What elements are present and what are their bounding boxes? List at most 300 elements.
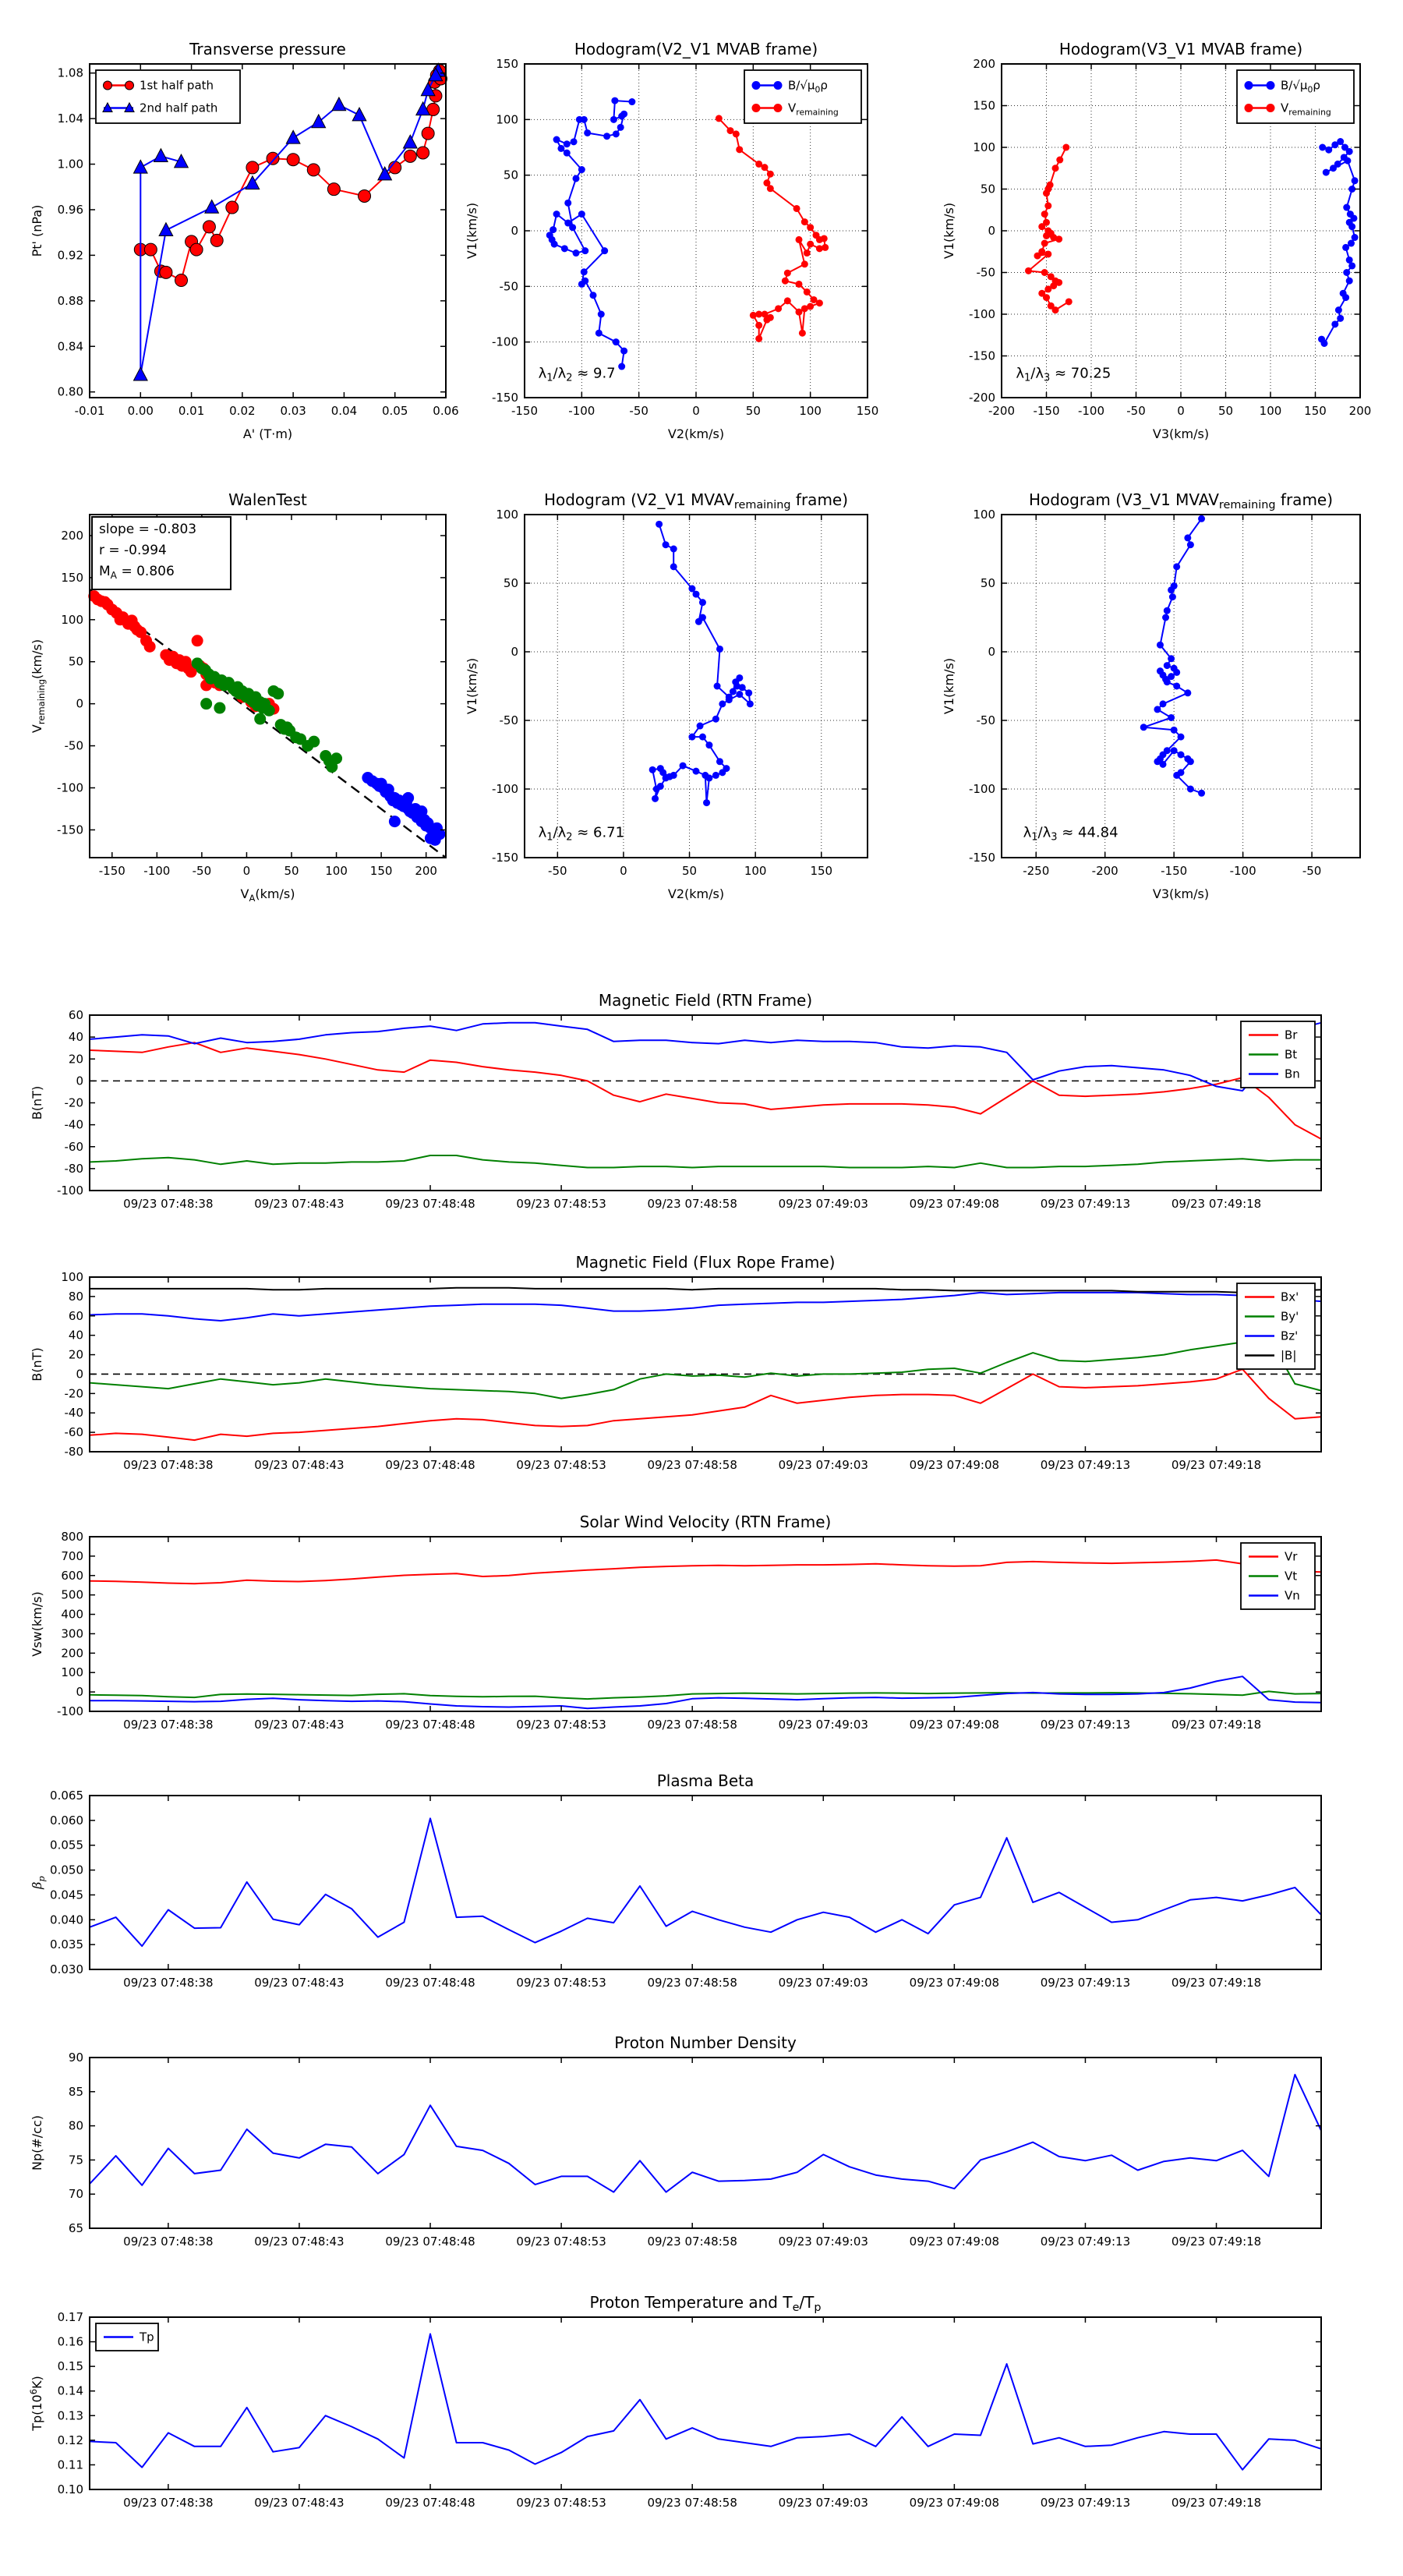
panel-hodogram-v3v1-mvab: [942, 40, 1371, 441]
marker-dot: [1168, 586, 1175, 593]
marker-circle: [210, 234, 223, 246]
marker-dot: [1267, 104, 1275, 112]
panel-title: WalenTest: [228, 490, 307, 509]
marker-dot: [745, 689, 752, 696]
marker-dot: [774, 81, 783, 90]
y-tick-label: 70: [68, 2187, 83, 2202]
x-tick-label: 150: [810, 864, 833, 878]
y-tick-label: 150: [973, 98, 995, 113]
y-tick-label: -60: [64, 1425, 83, 1440]
legend-label: $V_{remaining}$: [788, 101, 839, 118]
x-tick-label: 09/23 07:49:18: [1171, 1197, 1262, 1211]
marker-dot: [796, 281, 803, 288]
x-tick-label: 09/23 07:48:43: [254, 1458, 345, 1472]
x-tick-label: 09/23 07:49:03: [778, 1197, 868, 1211]
y-tick-label: -150: [968, 349, 995, 363]
y-tick-label: 0.050: [50, 1863, 83, 1877]
marker-dot: [726, 696, 733, 703]
x-tick-label: 09/23 07:48:58: [647, 1458, 737, 1472]
plot-area: [90, 2317, 1321, 2489]
y-tick-label: -200: [968, 391, 995, 405]
marker-dot: [807, 224, 814, 231]
y-tick-label: 0.12: [57, 2433, 83, 2447]
marker-dot: [1343, 269, 1350, 276]
x-tick-label: 09/23 07:48:58: [647, 2235, 737, 2249]
y-tick-label: 65: [68, 2221, 83, 2235]
marker-dot: [595, 330, 603, 337]
marker-dot: [1043, 294, 1050, 301]
marker-dot: [1343, 204, 1350, 211]
marker-dot: [1342, 294, 1349, 301]
marker-dot: [1052, 306, 1059, 313]
marker-dot: [214, 702, 225, 714]
panel-title: Hodogram (V3_V1 $MVAV_{remaining}$ frame): [1028, 490, 1334, 511]
marker-dot: [561, 245, 568, 252]
marker-dot: [1346, 278, 1353, 285]
y-tick-label: 50: [503, 168, 518, 182]
marker-dot: [714, 683, 721, 690]
marker-dot: [272, 688, 284, 699]
panel-title: Magnetic Field (Flux Rope Frame): [575, 1253, 836, 1272]
y-tick-label: -80: [64, 1161, 83, 1176]
x-tick-label: 09/23 07:49:08: [909, 2496, 1000, 2510]
marker-circle: [287, 154, 299, 166]
y-tick-label: -50: [976, 265, 995, 280]
marker-dot: [551, 241, 558, 248]
panel-title: Hodogram(V2_V1 MVAB frame): [574, 40, 818, 58]
legend-label: Vt: [1285, 1569, 1298, 1583]
legend-label: Vr: [1285, 1549, 1298, 1564]
marker-dot: [628, 98, 635, 105]
marker-dot: [1187, 758, 1194, 765]
y-axis-label: B(nT): [30, 1347, 44, 1382]
y-tick-label: 700: [61, 1548, 83, 1563]
marker-dot: [699, 614, 706, 621]
marker-dot: [557, 145, 564, 152]
x-tick-label: 200: [1348, 404, 1372, 418]
x-tick-label: 100: [744, 864, 767, 878]
marker-dot: [1337, 315, 1344, 322]
marker-dot: [584, 129, 591, 136]
legend-label: |B|: [1281, 1348, 1297, 1363]
y-tick-label: 80: [68, 2118, 83, 2133]
marker-dot: [736, 691, 743, 698]
panel-hodogram-v2v1-mvav: [465, 490, 868, 901]
marker-circle: [226, 201, 239, 214]
marker-circle: [417, 147, 429, 159]
plot-area: [525, 515, 868, 858]
marker-dot: [1164, 678, 1171, 685]
marker-dot: [663, 774, 670, 781]
marker-circle: [203, 221, 215, 233]
y-axis-label: $Tp(10^6K)$: [28, 2376, 44, 2431]
marker-dot: [680, 763, 687, 770]
marker-dot: [590, 292, 597, 299]
marker-dot: [816, 245, 823, 252]
marker-dot: [415, 805, 427, 817]
marker-dot: [656, 521, 663, 528]
panel-title: Proton Number Density: [614, 2033, 797, 2052]
marker-dot: [762, 164, 769, 171]
marker-circle: [175, 274, 188, 287]
x-tick-label: 09/23 07:48:48: [385, 2235, 475, 2249]
y-tick-label: 50: [68, 654, 83, 669]
marker-dot: [1178, 752, 1185, 759]
marker-dot: [1168, 714, 1175, 721]
x-axis-label: A' (T·m): [242, 426, 293, 441]
plot-area: [1002, 515, 1360, 858]
y-tick-label: 50: [980, 182, 995, 196]
marker-dot: [699, 599, 706, 606]
marker-circle: [104, 81, 112, 90]
marker-dot: [1325, 147, 1332, 154]
x-tick-label: 09/23 07:48:53: [516, 2235, 606, 2249]
y-tick-label: 0.055: [50, 1838, 83, 1852]
x-tick-label: 09/23 07:48:58: [647, 1718, 737, 1732]
panel-magnetic-field-rtn: [30, 991, 1321, 1211]
marker-dot: [1043, 189, 1050, 196]
marker-dot: [697, 723, 704, 730]
y-tick-label: 100: [973, 508, 995, 522]
x-tick-label: 0.04: [330, 404, 358, 418]
y-tick-label: 300: [61, 1626, 83, 1641]
y-axis-label: $V_{remaining}(km/s)$: [30, 639, 47, 734]
x-tick-label: 0.03: [280, 404, 306, 418]
x-tick-label: 09/23 07:49:13: [1040, 1458, 1131, 1472]
panel-title: Magnetic Field (RTN Frame): [598, 991, 813, 1010]
marker-circle: [160, 266, 172, 278]
y-tick-label: -150: [491, 851, 518, 865]
x-tick-label: 09/23 07:48:53: [516, 2496, 606, 2510]
y-tick-label: -50: [499, 713, 518, 727]
y-tick-label: 75: [68, 2153, 83, 2167]
y-tick-label: 85: [68, 2084, 83, 2099]
y-tick-label: 80: [68, 1289, 83, 1304]
marker-dot: [1157, 642, 1164, 649]
marker-dot: [821, 235, 828, 242]
plot-area: [90, 1277, 1321, 1452]
legend-label: 2nd half path: [140, 101, 218, 115]
marker-dot: [736, 146, 743, 153]
marker-dot: [796, 309, 803, 316]
marker-dot: [1245, 104, 1253, 112]
marker-dot: [767, 171, 774, 178]
marker-dot: [1044, 202, 1051, 209]
y-tick-label: 0.16: [57, 2334, 83, 2349]
marker-dot: [1346, 148, 1353, 155]
legend-label: Vn: [1285, 1588, 1300, 1603]
x-tick-label: 09/23 07:49:13: [1040, 1197, 1131, 1211]
x-tick-label: 09/23 07:48:48: [385, 1197, 475, 1211]
x-tick-label: 09/23 07:49:18: [1171, 1718, 1262, 1732]
x-tick-label: 0.00: [127, 404, 154, 418]
marker-dot: [1173, 772, 1180, 779]
panel-title: Plasma Beta: [656, 1771, 755, 1790]
marker-dot: [1342, 244, 1349, 251]
x-tick-label: 150: [369, 864, 393, 878]
marker-dot: [581, 247, 588, 254]
marker-dot: [573, 175, 580, 182]
marker-dot: [1169, 593, 1176, 600]
marker-dot: [804, 288, 811, 295]
marker-dot: [564, 150, 571, 157]
marker-dot: [1318, 336, 1325, 343]
marker-dot: [693, 591, 700, 598]
y-tick-label: 50: [980, 576, 995, 590]
marker-dot: [1267, 81, 1275, 90]
x-tick-label: -150: [1033, 404, 1060, 418]
x-tick-label: 09/23 07:48:53: [516, 1976, 606, 1990]
marker-circle: [404, 150, 416, 162]
y-tick-label: -20: [64, 1095, 83, 1110]
marker-dot: [1041, 269, 1048, 276]
marker-dot: [688, 734, 695, 741]
legend: [96, 2323, 158, 2351]
marker-dot: [581, 116, 588, 123]
x-tick-label: -50: [548, 864, 567, 878]
marker-dot: [617, 124, 624, 131]
marker-dot: [703, 799, 710, 806]
x-tick-label: -0.01: [74, 404, 105, 418]
panel-plasma-beta: [30, 1771, 1321, 1990]
marker-dot: [610, 116, 617, 123]
y-tick-label: 1.00: [57, 157, 83, 172]
panel-magnetic-field-flux-rope: [30, 1253, 1321, 1472]
x-tick-label: 09/23 07:49:08: [909, 2235, 1000, 2249]
panel-hodogram-v3v1-mvav: [942, 490, 1360, 901]
x-tick-label: 09/23 07:49:03: [778, 2496, 868, 2510]
marker-dot: [603, 133, 610, 140]
x-tick-label: 09/23 07:49:18: [1171, 2496, 1262, 2510]
marker-dot: [1044, 250, 1051, 257]
marker-dot: [564, 140, 571, 147]
marker-dot: [254, 713, 266, 725]
y-tick-label: -100: [56, 1704, 83, 1718]
marker-dot: [1337, 138, 1344, 145]
y-tick-label: 500: [61, 1587, 83, 1602]
stats-line: slope = -0.803: [99, 522, 197, 537]
y-tick-label: 0: [511, 645, 518, 659]
marker-dot: [1352, 177, 1359, 184]
y-tick-label: 0.13: [57, 2408, 83, 2423]
marker-dot: [801, 260, 808, 267]
y-tick-label: 0.88: [57, 293, 83, 308]
y-tick-label: 0.10: [57, 2482, 83, 2496]
y-tick-label: -150: [968, 851, 995, 865]
y-axis-label: Np(#/cc): [30, 2115, 44, 2171]
marker-dot: [1348, 223, 1355, 230]
x-tick-label: -200: [988, 404, 1016, 418]
marker-dot: [601, 247, 608, 254]
x-tick-label: 09/23 07:49:13: [1040, 2496, 1131, 2510]
panel-proton-temperature: [28, 2293, 1321, 2510]
marker-dot: [1025, 267, 1032, 274]
legend-label: Br: [1285, 1028, 1298, 1042]
y-tick-label: -100: [491, 782, 518, 796]
marker-dot: [796, 236, 803, 243]
marker-dot: [1198, 790, 1205, 797]
x-tick-label: 100: [799, 404, 822, 418]
y-tick-label: 100: [61, 612, 83, 627]
x-tick-label: -100: [1229, 864, 1256, 878]
y-tick-label: 0.065: [50, 1789, 83, 1803]
marker-dot: [716, 115, 723, 122]
x-tick-label: 09/23 07:48:48: [385, 1458, 475, 1472]
x-tick-label: 09/23 07:49:03: [778, 1458, 868, 1472]
marker-dot: [739, 684, 746, 691]
x-tick-label: 09/23 07:48:58: [647, 2496, 737, 2510]
legend-label: Bn: [1285, 1067, 1300, 1081]
marker-circle: [125, 81, 134, 90]
marker-dot: [799, 330, 806, 337]
panel-title: Proton Temperature and $T_e/T_p$: [589, 2293, 822, 2314]
marker-dot: [573, 249, 580, 257]
y-tick-label: 50: [503, 576, 518, 590]
y-tick-label: 0.14: [57, 2383, 83, 2398]
x-axis-label: V2(km/s): [667, 886, 725, 901]
marker-dot: [1323, 169, 1330, 176]
marker-dot: [719, 769, 726, 776]
y-tick-label: -80: [64, 1445, 83, 1459]
marker-dot: [1056, 157, 1063, 164]
x-tick-label: 09/23 07:49:03: [778, 2235, 868, 2249]
y-tick-label: 0.15: [57, 2359, 83, 2374]
x-tick-label: 150: [1304, 404, 1327, 418]
x-tick-label: 09/23 07:49:08: [909, 1718, 1000, 1732]
x-tick-label: 200: [415, 864, 437, 878]
marker-dot: [1160, 700, 1167, 707]
x-tick-label: 09/23 07:48:58: [647, 1976, 737, 1990]
y-axis-label: B(nT): [30, 1085, 44, 1120]
x-tick-label: 09/23 07:48:38: [123, 2496, 214, 2510]
x-tick-label: 09/23 07:48:43: [254, 1718, 345, 1732]
y-tick-label: 0.035: [50, 1937, 83, 1952]
marker-circle: [267, 152, 279, 165]
y-tick-label: 200: [973, 57, 995, 71]
marker-dot: [553, 136, 560, 143]
marker-dot: [755, 335, 762, 342]
x-tick-label: 50: [681, 864, 698, 878]
y-tick-label: -50: [499, 279, 518, 294]
panel-title: Transverse pressure: [189, 40, 346, 58]
annotation-lambda: $\lambda_1/\lambda_3 \approx 44.84$: [1023, 824, 1119, 844]
x-tick-label: 09/23 07:48:43: [254, 1197, 345, 1211]
x-axis-label: V3(km/s): [1152, 426, 1210, 441]
y-tick-label: 40: [68, 1030, 83, 1045]
x-tick-label: 09/23 07:48:38: [123, 1458, 214, 1472]
panel-transverse-pressure: [30, 40, 459, 441]
marker-dot: [716, 758, 723, 765]
x-tick-label: 09/23 07:48:53: [516, 1197, 606, 1211]
x-tick-label: 0.02: [229, 404, 256, 418]
y-tick-label: 0: [76, 1367, 83, 1382]
marker-dot: [816, 299, 823, 306]
y-axis-label: V1(km/s): [942, 657, 956, 715]
y-tick-label: -100: [56, 780, 83, 795]
x-tick-label: 09/23 07:48:48: [385, 1718, 475, 1732]
marker-dot: [1041, 240, 1048, 247]
y-tick-label: -150: [56, 823, 83, 837]
marker-dot: [200, 698, 212, 709]
legend: [1237, 70, 1354, 123]
y-tick-label: 0: [76, 1074, 83, 1088]
marker-dot: [1171, 747, 1178, 754]
x-tick-label: 0.06: [433, 404, 459, 418]
y-tick-label: 0: [76, 1685, 83, 1700]
marker-dot: [752, 81, 761, 90]
marker-dot: [1062, 144, 1069, 151]
legend: [96, 70, 240, 123]
marker-dot: [1184, 689, 1191, 696]
y-tick-label: 20: [68, 1052, 83, 1067]
x-tick-label: 0.01: [178, 404, 205, 418]
y-tick-label: 60: [68, 1008, 83, 1022]
y-tick-label: 150: [61, 570, 83, 585]
marker-dot: [578, 166, 585, 173]
y-axis-label: Vsw(km/s): [30, 1591, 44, 1657]
stats-line: $M_A = 0.806$: [99, 564, 175, 581]
y-tick-label: -20: [64, 1386, 83, 1401]
y-tick-label: 100: [61, 1270, 83, 1284]
marker-dot: [1140, 724, 1147, 731]
marker-dot: [652, 795, 659, 802]
marker-dot: [752, 104, 761, 112]
marker-dot: [1164, 607, 1171, 614]
marker-dot: [1154, 706, 1161, 713]
x-tick-label: 09/23 07:49:08: [909, 1197, 1000, 1211]
marker-dot: [1198, 515, 1205, 522]
legend-label: Bz': [1281, 1329, 1299, 1343]
marker-dot: [389, 816, 401, 827]
y-tick-label: 60: [68, 1308, 83, 1323]
x-tick-label: 09/23 07:49:03: [778, 1718, 868, 1732]
marker-circle: [246, 161, 259, 174]
x-tick-label: -150: [511, 404, 539, 418]
x-tick-label: 50: [1217, 404, 1234, 418]
marker-dot: [1066, 298, 1073, 305]
x-tick-label: 09/23 07:48:43: [254, 2235, 345, 2249]
marker-dot: [670, 563, 677, 570]
legend: [1241, 1543, 1315, 1609]
marker-circle: [307, 164, 320, 176]
x-tick-label: 09/23 07:49:18: [1171, 1458, 1262, 1472]
marker-dot: [747, 700, 754, 707]
marker-dot: [750, 312, 757, 319]
x-tick-label: 09/23 07:49:13: [1040, 1718, 1131, 1732]
marker-dot: [1331, 320, 1338, 327]
marker-dot: [712, 772, 719, 779]
y-tick-label: 0: [511, 224, 518, 238]
marker-dot: [613, 338, 620, 345]
marker-dot: [611, 97, 618, 104]
marker-dot: [670, 546, 677, 553]
marker-dot: [578, 211, 585, 218]
annotation-lambda: $\lambda_1/\lambda_2 \approx 6.71$: [538, 824, 625, 844]
y-tick-label: 100: [496, 508, 518, 522]
marker-dot: [263, 705, 275, 717]
y-axis-label: Pt' (nPa): [30, 204, 44, 257]
x-tick-label: 09/23 07:49:08: [909, 1458, 1000, 1472]
marker-dot: [1319, 144, 1326, 151]
marker-dot: [569, 224, 576, 231]
x-tick-label: 0.05: [382, 404, 408, 418]
x-tick-label: -250: [1023, 864, 1050, 878]
y-tick-label: 0.040: [50, 1913, 83, 1927]
y-axis-label: V1(km/s): [942, 202, 956, 260]
y-tick-label: 0.80: [57, 384, 83, 399]
marker-dot: [1173, 683, 1180, 690]
y-tick-label: 800: [61, 1530, 83, 1544]
